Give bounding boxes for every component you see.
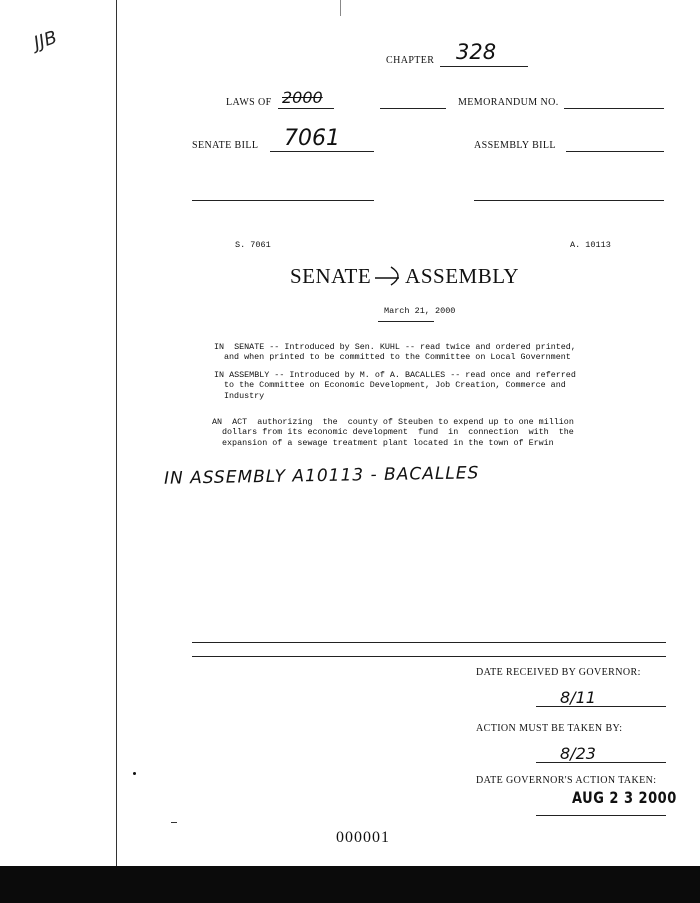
assembly-intro	[214, 370, 644, 401]
act-description	[212, 417, 644, 448]
heading-assembly: ASSEMBLY	[405, 264, 520, 288]
senate-bill-underline	[270, 151, 374, 152]
stray-mark	[171, 822, 177, 823]
laws-underline	[278, 108, 334, 109]
act-line-3: expansion of a sewage treatment plant located in the town of Erwin	[222, 437, 554, 448]
separator-line-2	[192, 656, 666, 657]
senate-bill-value: 7061	[284, 126, 340, 151]
margin-line	[116, 0, 117, 866]
action-value: 8/23	[560, 744, 596, 763]
senate-intro-line-2: and when printed to be committed to the Committee on Local Government	[224, 352, 571, 363]
assembly-intro-line-3: Industry	[224, 390, 265, 401]
received-value: 8/11	[560, 688, 596, 707]
page-number: 000001	[336, 829, 390, 846]
chapter-underline	[440, 66, 528, 67]
assembly-intro-line-1: IN ASSEMBLY -- Introduced by M. of A. BACALLES -- read once and referred	[214, 370, 576, 380]
action-label: ACTION MUST BE TAKEN BY:	[476, 723, 623, 734]
left-blank-line	[192, 200, 374, 201]
assembly-intro-line-2: to the Committee on Economic Development, Job Creation, Commerce and	[224, 380, 566, 391]
separator-line-1	[192, 642, 666, 643]
senate-intro-line-1: IN SENATE -- Introduced by Sen. KUHL -- read twice and ordered printed,	[214, 342, 576, 352]
senate-number: S. 7061	[235, 240, 271, 250]
chapter-label: CHAPTER	[386, 55, 435, 66]
right-blank-line	[474, 200, 664, 201]
memo-label: MEMORANDUM NO.	[458, 97, 559, 108]
laws-label: LAWS OF	[226, 97, 272, 108]
act-line-2: dollars from its economic development fund in connection with the	[222, 427, 574, 438]
bill-heading	[290, 264, 519, 289]
top-tick	[340, 0, 341, 16]
chapter-value: 328	[456, 40, 497, 64]
assembly-number: A. 10113	[570, 240, 611, 250]
heading-senate: SENATE	[290, 264, 372, 288]
assembly-bill-label: ASSEMBLY BILL	[474, 140, 556, 151]
senate-intro	[214, 342, 644, 363]
stray-mark	[133, 772, 136, 775]
received-underline	[536, 706, 666, 707]
heading-arrow	[371, 264, 405, 284]
date-underline	[378, 321, 434, 322]
taken-label: DATE GOVERNOR'S ACTION TAKEN:	[476, 775, 657, 786]
senate-bill-label: SENATE BILL	[192, 140, 259, 151]
action-underline	[536, 762, 666, 763]
blank-underline	[380, 108, 446, 109]
act-line-1: AN ACT authorizing the county of Steuben to expend up to one million	[212, 417, 574, 427]
bill-date: March 21, 2000	[384, 306, 456, 316]
laws-value: 2000	[282, 88, 323, 107]
taken-underline	[536, 815, 666, 816]
scan-bottom-bar	[0, 866, 700, 903]
assembly-bill-underline	[566, 151, 664, 152]
initials: JJB	[31, 26, 60, 55]
memo-underline	[564, 108, 664, 109]
received-label: DATE RECEIVED BY GOVERNOR:	[476, 667, 641, 678]
handwritten-note: IN ASSEMBLY A10113 - BACALLES	[163, 463, 480, 489]
taken-stamp: AUG 2 3 2000	[572, 789, 677, 808]
